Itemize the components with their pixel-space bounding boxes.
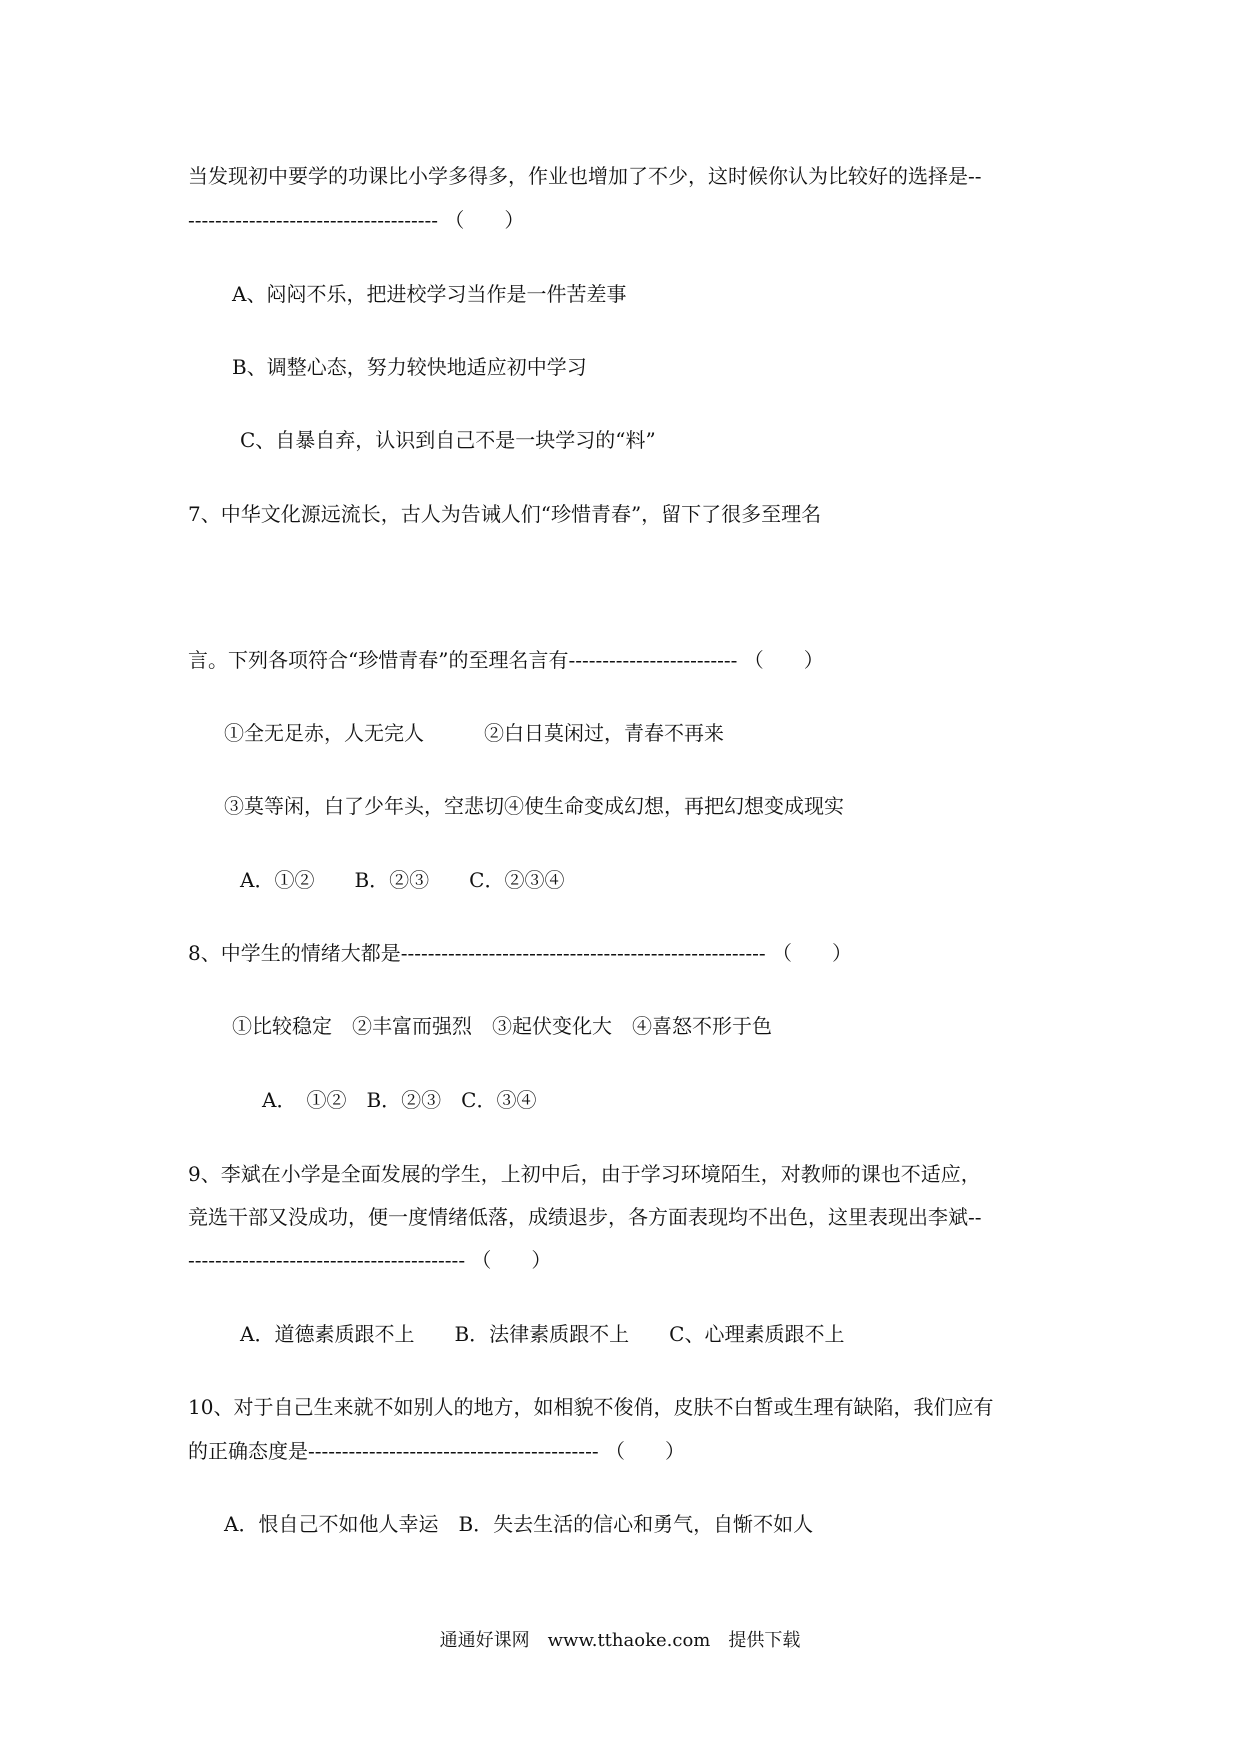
q8-items: ①比较稳定 ②丰富而强烈 ③起伏变化大 ④喜怒不形于色	[232, 1014, 772, 1038]
q6-option-c: C、自暴自弃，认识到自己不是一块学习的“料”	[240, 428, 656, 452]
q9-stem-line3: ----------------------------------------- （ ）	[188, 1248, 552, 1272]
q6-stem-line2: ------------------------------------- （ ）	[188, 208, 525, 232]
q10-stem-line1: 10、对于自己生来就不如别人的地方，如相貌不俊俏，皮肤不白皙或生理有缺陷，我们应有	[188, 1395, 994, 1419]
q8-options: A． ①② B．②③ C．③④	[262, 1088, 537, 1112]
q7-stem-line1: 7、中华文化源远流长，古人为告诫人们“珍惜青春”，留下了很多至理名	[188, 502, 822, 526]
q7-items-line2: ③莫等闲，白了少年头，空悲切④使生命变成幻想，再把幻想变成现实	[224, 794, 844, 818]
q8-stem: 8、中学生的情绪大都是------------------------------------------------------ （ ）	[188, 941, 853, 965]
q9-options: A．道德素质跟不上 B．法律素质跟不上 C、心理素质跟不上	[240, 1322, 845, 1346]
q10-stem-line2: 的正确态度是------------------------------------------- （ ）	[188, 1439, 685, 1463]
q6-option-b: B、调整心态，努力较快地适应初中学习	[232, 355, 587, 379]
q10-options: A．恨自己不如他人幸运 B．失去生活的信心和勇气，自惭不如人	[224, 1512, 814, 1536]
page-footer: 通通好课网 www.tthaoke.com 提供下载	[439, 1630, 801, 1651]
q6-option-a: A、闷闷不乐，把进校学习当作是一件苦差事	[232, 282, 627, 306]
q7-options: A．①② B．②③ C．②③④	[240, 868, 565, 892]
q6-stem-line1: 当发现初中要学的功课比小学多得多，作业也增加了不少，这时候你认为比较好的选择是--	[188, 164, 982, 188]
q7-stem-line2: 言。下列各项符合“珍惜青春”的至理名言有------------------------- （ ）	[188, 648, 824, 672]
q7-items-line1: ①全无足赤，人无完人 ②白日莫闲过，青春不再来	[224, 721, 724, 745]
q9-stem-line1: 9、李斌在小学是全面发展的学生，上初中后，由于学习环境陌生，对教师的课也不适应，	[188, 1162, 981, 1186]
q9-stem-line2: 竞选干部又没成功，便一度情绪低落，成绩退步，各方面表现均不出色，这里表现出李斌--	[188, 1205, 982, 1229]
